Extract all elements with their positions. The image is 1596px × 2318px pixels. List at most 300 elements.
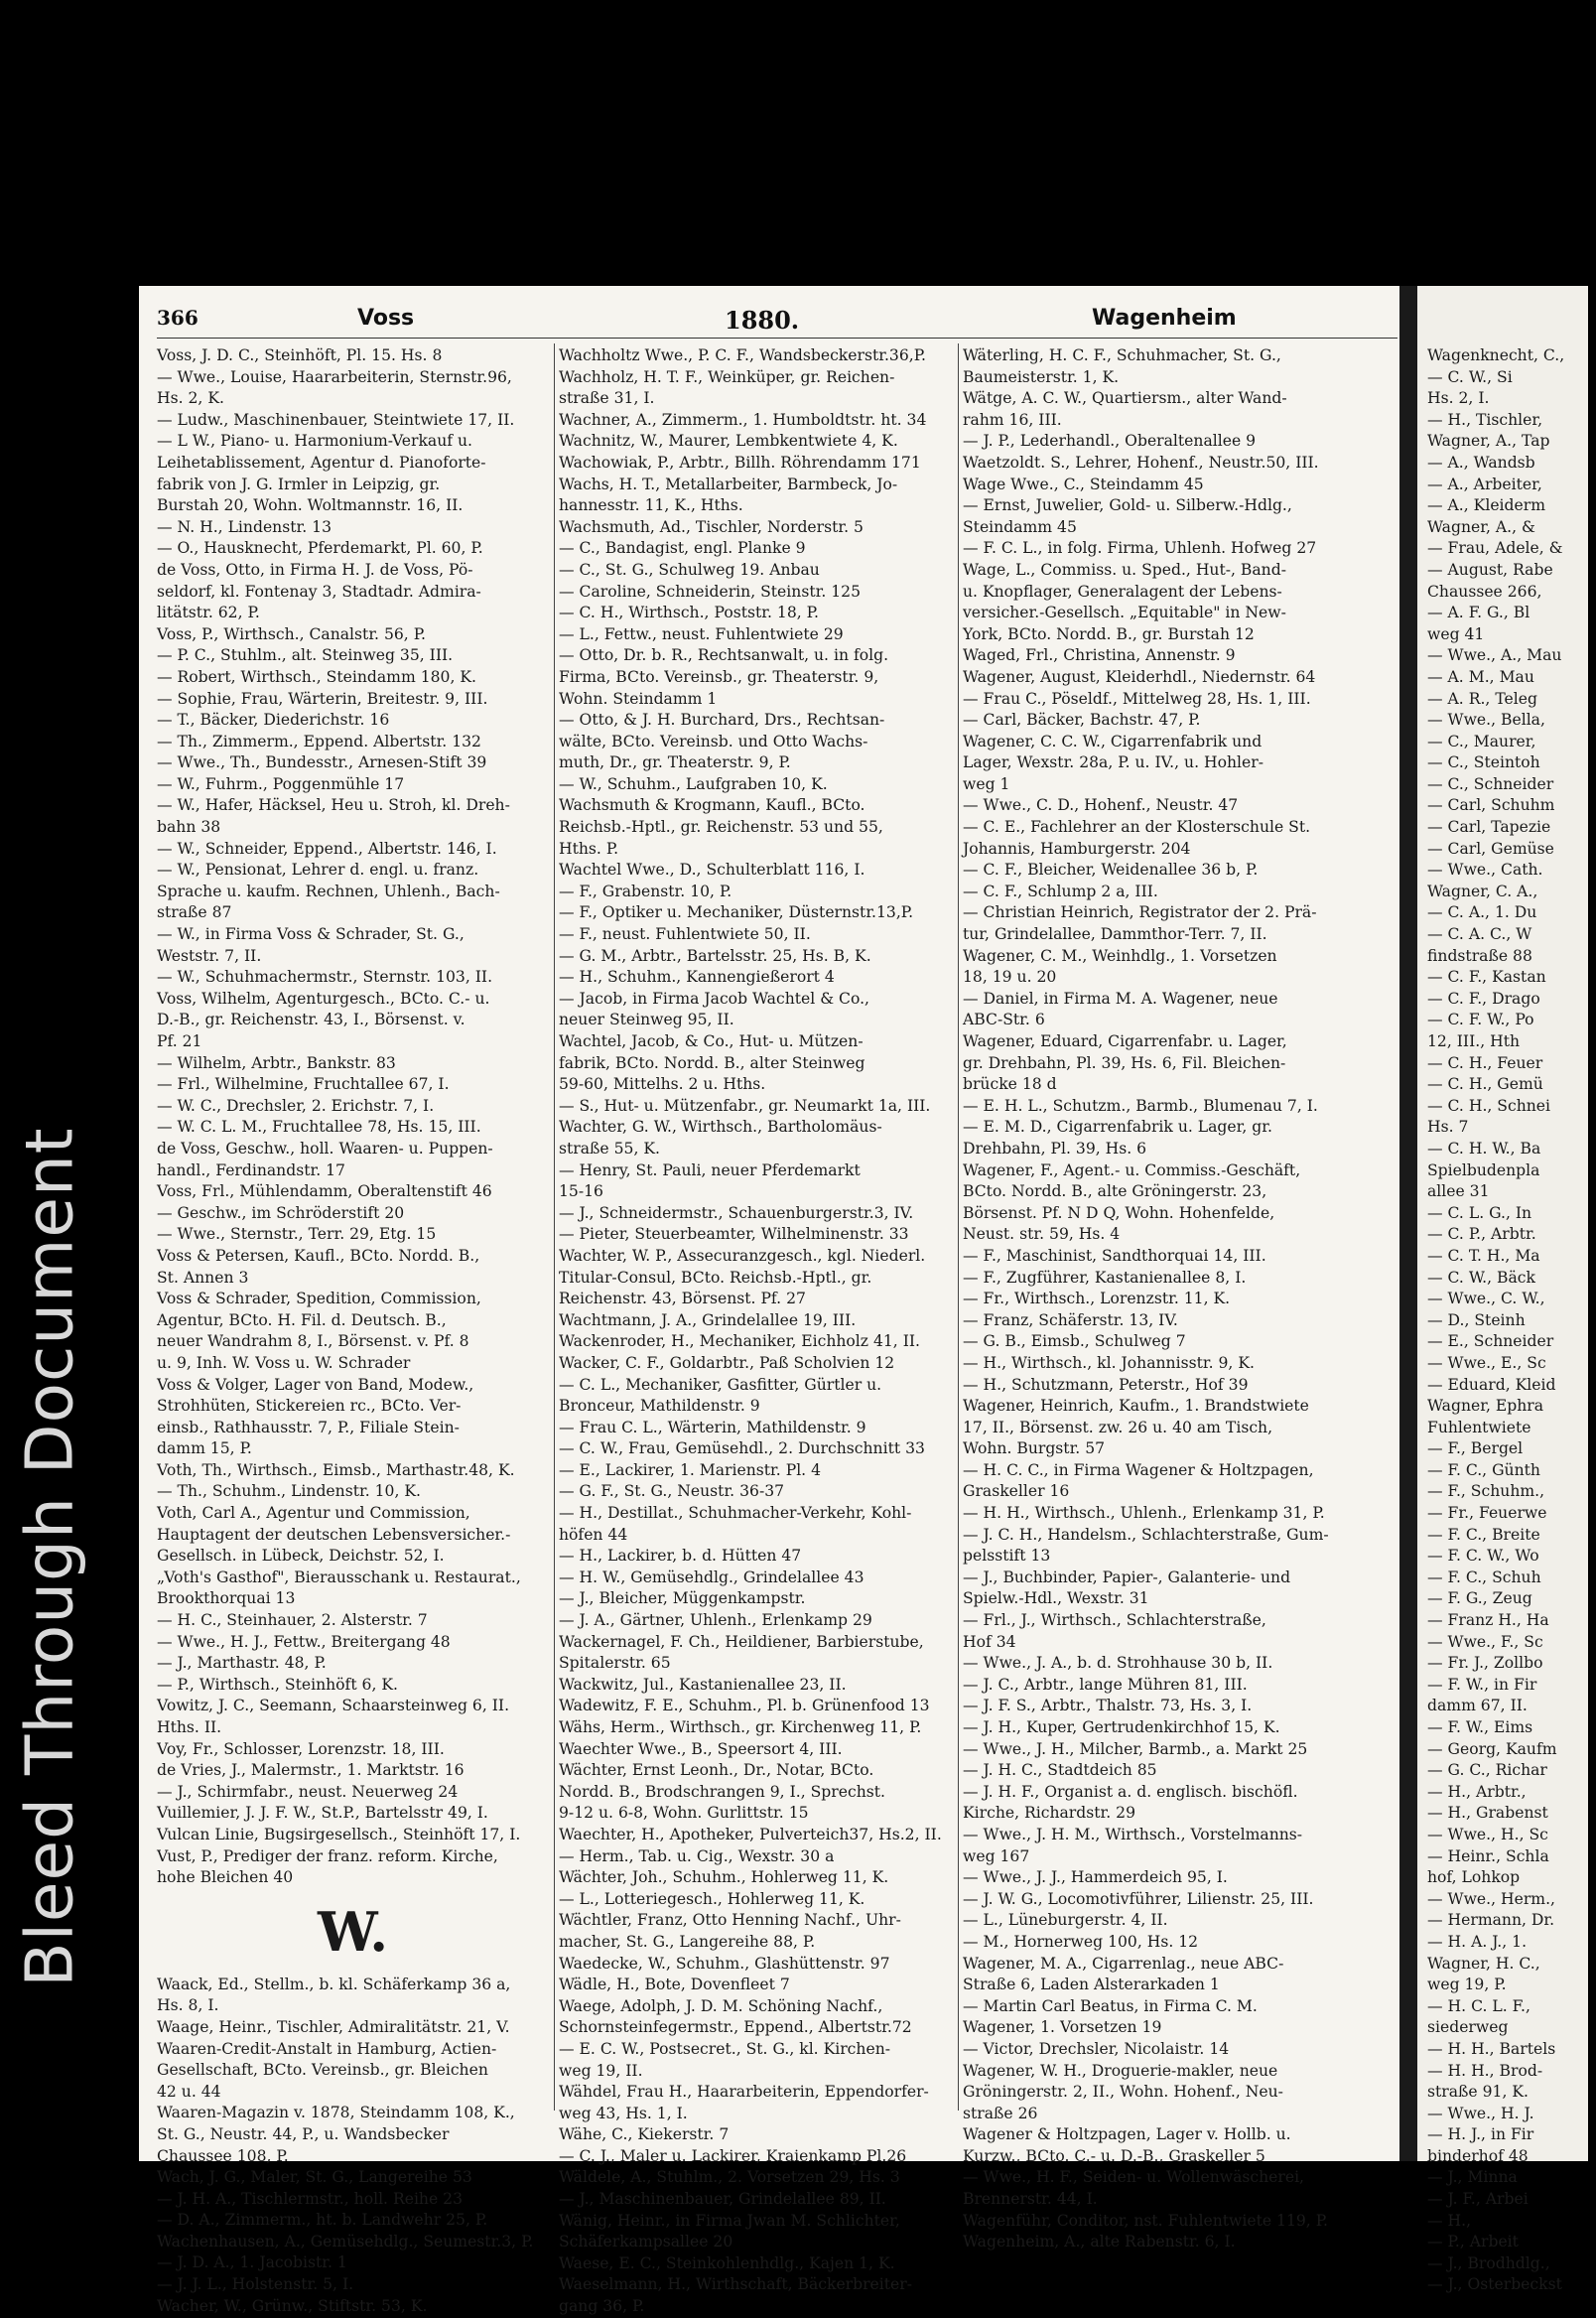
- directory-entry-line: — F., Zugführer, Kastanienallee 8, I.: [963, 1268, 1247, 1287]
- directory-entry-line: — Pieter, Steuerbeamter, Wilhelminenstr. 33: [559, 1225, 909, 1244]
- directory-entry-line: — A. F. G., Bl: [1427, 604, 1530, 622]
- directory-entry-line: de Voss, Otto, in Firma H. J. de Voss, Pö-: [157, 560, 473, 579]
- directory-entry-line: versicher.-Gesellsch. „Equitable" in New-: [963, 604, 1286, 622]
- directory-entry-line: — J., Schneidermstr., Schauenburgerstr.3, IV.: [559, 1203, 914, 1222]
- directory-entry-line: — H., Lackirer, b. d. Hütten 47: [559, 1547, 802, 1566]
- directory-entry-line: weg 167: [963, 1846, 1030, 1865]
- directory-entry-line: — F., Schuhm.,: [1427, 1482, 1545, 1501]
- directory-entry-line: — C. L. G., In: [1427, 1203, 1532, 1222]
- directory-entry-line: Wagenführ, Conditor, nst. Fuhlentwiete 119, P.: [963, 2211, 1329, 2230]
- directory-entry-line: Wachner, A., Zimmerm., 1. Humboldtstr. ht. 34: [559, 410, 927, 429]
- directory-entry-line: Reichenstr. 43, Börsenst. Pf. 27: [559, 1290, 806, 1308]
- directory-entry-line: weg 1: [963, 774, 1010, 793]
- directory-entry-line: — F. C., Schuh: [1427, 1568, 1541, 1586]
- directory-entry-line: Voss & Volger, Lager von Band, Modew.,: [157, 1375, 474, 1394]
- directory-entry-line: Wagenheim, A., alte Rabenstr. 6, I.: [963, 2233, 1236, 2251]
- directory-entry-line: — J. J. L., Holstenstr. 5, I.: [157, 2275, 354, 2294]
- directory-entry-line: — August, Rabe: [1427, 560, 1553, 579]
- book-gutter: [1399, 286, 1417, 2161]
- directory-entry-line: hohe Bleichen 40: [157, 1868, 294, 1887]
- directory-entry-line: — Georg, Kaufm: [1427, 1739, 1557, 1758]
- directory-entry-line: findstraße 88: [1427, 946, 1532, 965]
- directory-entry-line: — Hermann, Dr.: [1427, 1911, 1555, 1930]
- directory-entry-line: — Wwe., A., Mau: [1427, 646, 1562, 665]
- directory-entry-line: — J., Minna: [1427, 2168, 1518, 2187]
- directory-entry-line: — L., Lotteriegesch., Hohlerweg 11, K.: [559, 1889, 865, 1908]
- directory-entry-line: Nordd. B., Brodschrangen 9, I., Sprechst.: [559, 1782, 885, 1801]
- directory-entry-line: 12, III., Hth: [1427, 1032, 1521, 1050]
- directory-entry-line: Brennerstr. 44, I.: [963, 2190, 1098, 2209]
- directory-entry-line: — W., Schuhm., Laufgraben 10, K.: [559, 774, 828, 793]
- directory-entry-line: hannesstr. 11, K., Hths.: [559, 496, 743, 515]
- directory-entry-line: — C., Steintoh: [1427, 753, 1540, 772]
- directory-entry-line: Lager, Wexstr. 28a, P. u. IV., u. Hohler-: [963, 753, 1264, 772]
- directory-entry-line: — Wwe., Bella,: [1427, 711, 1545, 730]
- directory-entry-line: — C. J., Maler u. Lackirer, Kraienkamp Pl.26: [559, 2146, 907, 2165]
- directory-entry-line: — G. M., Arbtr., Bartelsstr. 25, Hs. B, K.: [559, 946, 871, 965]
- directory-entry-line: Wagener, Eduard, Cigarrenfabr. u. Lager,: [963, 1032, 1287, 1050]
- directory-entry-line: rahm 16, III.: [963, 410, 1062, 429]
- directory-entry-line: — F. W., in Fir: [1427, 1675, 1537, 1694]
- directory-entry-line: — Fr., Feuerwe: [1427, 1504, 1547, 1523]
- directory-entry-line: Sprache u. kaufm. Rechnen, Uhlenh., Bach-: [157, 882, 500, 900]
- directory-entry-line: — J., Schirmfabr., neust. Neuerweg 24: [157, 1782, 459, 1801]
- directory-entry-line: — Franz H., Ha: [1427, 1611, 1549, 1630]
- directory-entry-line: straße 91, K.: [1427, 2083, 1529, 2102]
- directory-entry-line: Wach, J. G., Maler, St. G., Langereihe 53: [157, 2168, 472, 2187]
- directory-entry-line: — H.,: [1427, 2211, 1472, 2230]
- directory-entry-line: Hs. 2, K.: [157, 389, 224, 408]
- directory-entry-line: — C. E., Fachlehrer an der Klosterschule St.: [963, 818, 1311, 837]
- directory-entry-line: — W., Schuhmachermstr., Sternstr. 103, II.: [157, 968, 493, 987]
- directory-entry-line: Hths. II.: [157, 1718, 222, 1736]
- directory-entry-line: de Voss, Geschw., holl. Waaren- u. Puppen-: [157, 1139, 493, 1158]
- directory-entry-line: siederweg: [1427, 2018, 1509, 2037]
- directory-entry-line: — Wwe., H. F., Seiden- u. Wollenwäscherei,: [963, 2168, 1305, 2187]
- directory-entry-line: Firma, BCto. Vereinsb., gr. Theaterstr. 9,: [559, 667, 879, 686]
- directory-entry-line: — E. H. L., Schutzm., Barmb., Blumenau 7, I.: [963, 1096, 1318, 1115]
- directory-entry-line: Wähs, Herm., Wirthsch., gr. Kirchenweg 11, P.: [559, 1718, 922, 1736]
- directory-entry-line: — Daniel, in Firma M. A. Wagener, neue: [963, 989, 1278, 1008]
- directory-entry-line: Wohn. Steindamm 1: [559, 689, 718, 708]
- directory-entry-line: — Sophie, Frau, Wärterin, Breitestr. 9, III.: [157, 689, 488, 708]
- directory-entry-line: straße 55, K.: [559, 1139, 660, 1158]
- directory-entry-line: tur, Grindelallee, Dammthor-Terr. 7, II.: [963, 925, 1267, 944]
- directory-entry-line: — J. P., Lederhandl., Oberaltenallee 9: [963, 432, 1257, 451]
- directory-entry-line: — F. G., Zeug: [1427, 1589, 1532, 1608]
- directory-entry-line: — C., Bandagist, engl. Planke 9: [559, 539, 806, 558]
- directory-entry-line: Vuillemier, J. J. F. W., St.P., Bartelsstr 49, I.: [157, 1804, 488, 1823]
- directory-entry-line: Waedecke, W., Schuhm., Glashüttenstr. 97: [559, 1954, 890, 1973]
- directory-entry-line: — Otto, & J. H. Burchard, Drs., Rechtsan-: [559, 711, 885, 730]
- directory-entry-line: — G. F., St. G., Neustr. 36-37: [559, 1482, 785, 1501]
- directory-entry-line: — W., Pensionat, Lehrer d. engl. u. franz.: [157, 861, 479, 880]
- directory-entry-line: — F., neust. Fuhlentwiete 50, II.: [559, 925, 811, 944]
- directory-entry-line: muth, Dr., gr. Theaterstr. 9, P.: [559, 753, 791, 772]
- directory-entry-line: — Wwe., F., Sc: [1427, 1632, 1543, 1651]
- directory-entry-line: — F. C. W., Wo: [1427, 1547, 1539, 1566]
- directory-entry-line: — H., Schuhm., Kannengießerort 4: [559, 968, 835, 987]
- directory-entry-line: — Wilhelm, Arbtr., Bankstr. 83: [157, 1053, 396, 1072]
- directory-entry-line: — Ernst, Juwelier, Gold- u. Silberw.-Hdlg.,: [963, 496, 1292, 515]
- directory-entry-line: — Wwe., Th., Bundesstr., Arnesen-Stift 39: [157, 753, 487, 772]
- directory-entry-line: — J. H. F., Organist a. d. englisch. bischöfl.: [963, 1782, 1298, 1801]
- directory-entry-line: — C., Maurer,: [1427, 732, 1536, 750]
- directory-entry-line: Wage Wwe., C., Steindamm 45: [963, 475, 1204, 493]
- directory-entry-line: — J., Marthastr. 48, P.: [157, 1654, 327, 1673]
- directory-entry-line: Spielw.-Hdl., Wexstr. 31: [963, 1589, 1149, 1608]
- directory-entry-line: — J. C. H., Handelsm., Schlachterstraße, Gum-: [963, 1525, 1329, 1544]
- directory-entry-line: Leihetablissement, Agentur d. Pianoforte-: [157, 453, 486, 472]
- directory-entry-line: Pf. 21: [157, 1032, 202, 1050]
- directory-entry-line: weg 19, II.: [559, 2061, 643, 2080]
- directory-entry-line: — J., Bleicher, Müggenkampstr.: [559, 1589, 806, 1608]
- directory-entry-line: Wäldele, A., Stuhlm., 2. Vorsetzen 29, Hs. 3: [559, 2168, 900, 2187]
- directory-entry-line: Wagener, 1. Vorsetzen 19: [963, 2018, 1162, 2037]
- directory-entry-line: — Frl., J., Wirthsch., Schlachterstraße,: [963, 1611, 1266, 1630]
- directory-entry-line: Hof 34: [963, 1632, 1016, 1651]
- directory-entry-line: Wagner, A., Tap: [1427, 432, 1550, 451]
- directory-entry-line: Wachholz, H. T. F., Weinküper, gr. Reichen-: [559, 367, 895, 386]
- directory-entry-line: — W., in Firma Voss & Schrader, St. G.,: [157, 925, 465, 944]
- directory-entry-line: — J. H. A., Tischlermstr., holl. Reihe 23: [157, 2189, 463, 2208]
- entry-column-2: [559, 345, 951, 2318]
- directory-entry-line: — F. C., Breite: [1427, 1525, 1540, 1544]
- directory-entry-line: Waetzoldt. S., Lehrer, Hohenf., Neustr.50, III.: [963, 453, 1319, 472]
- directory-entry-line: — Heinr., Schla: [1427, 1846, 1549, 1865]
- directory-entry-line: — J. C., Arbtr., lange Mühren 81, III.: [963, 1675, 1248, 1694]
- directory-entry-line: — Carl, Schuhm: [1427, 796, 1555, 815]
- directory-entry-line: bahn 38: [157, 818, 221, 837]
- header-right-name: Wagenheim: [1092, 306, 1237, 331]
- directory-entry-line: Wagener, M. A., Cigarrenlag., neue ABC-: [963, 1954, 1284, 1973]
- directory-entry-line: — Wwe., C. D., Hohenf., Neustr. 47: [963, 796, 1239, 815]
- directory-entry-line: Wäterling, H. C. F., Schuhmacher, St. G.,: [963, 346, 1281, 364]
- directory-entry-line: Wähdel, Frau H., Haararbeiterin, Eppendorfer-: [559, 2083, 929, 2102]
- directory-entry-line: Chaussee 108, P.: [157, 2146, 289, 2165]
- directory-entry-line: Wagner, H. C.,: [1427, 1954, 1540, 1973]
- directory-entry-line: — Wwe., H. J., Fettw., Breitergang 48: [157, 1632, 451, 1651]
- directory-entry-line: — M., Hornerweg 100, Hs. 12: [963, 1932, 1199, 1951]
- directory-page: [139, 286, 1399, 2316]
- directory-entry-line: Straße 6, Laden Alsterarkaden 1: [963, 1976, 1220, 1994]
- directory-entry-line: Wagener & Holtzpagen, Lager v. Hollb. u.: [963, 2125, 1291, 2144]
- directory-entry-line: — Otto, Dr. b. R., Rechtsanwalt, u. in folg.: [559, 646, 889, 665]
- directory-entry-line: — J., Maschinenbauer, Grindelallee 89, II.: [559, 2190, 886, 2209]
- directory-entry-line: — S., Hut- u. Mützenfabr., gr. Neumarkt 1a, III.: [559, 1096, 931, 1115]
- directory-entry-line: — Frl., Wilhelmine, Fruchtallee 67, I.: [157, 1075, 450, 1094]
- directory-entry-line: — J. F., Arbei: [1427, 2190, 1529, 2209]
- directory-entry-line: — A., Kleiderm: [1427, 496, 1545, 515]
- directory-entry-line: — Wwe., J. H., Milcher, Barmb., a. Markt 25: [963, 1739, 1308, 1758]
- directory-entry-line: neuer Steinweg 95, II.: [559, 1011, 734, 1029]
- directory-entry-line: Voss, Frl., Mühlendamm, Oberaltenstift 46: [157, 1182, 492, 1201]
- directory-entry-line: Waage, Heinr., Tischler, Admiralitätstr. 21, V.: [157, 2017, 510, 2036]
- directory-entry-line: — C. L., Mechaniker, Gasfitter, Gürtler u.: [559, 1375, 882, 1394]
- directory-entry-line: — A., Wandsb: [1427, 453, 1535, 472]
- directory-entry-line: Wagenknecht, C.,: [1427, 346, 1565, 364]
- directory-entry-line: — Frau, Adele, &: [1427, 539, 1563, 558]
- directory-entry-line: — C. A., 1. Du: [1427, 903, 1537, 922]
- directory-entry-line: — Fr., Wirthsch., Lorenzstr. 11, K.: [963, 1290, 1231, 1308]
- directory-entry-line: — W., Hafer, Häcksel, Heu u. Stroh, kl. Dreh-: [157, 796, 510, 815]
- directory-entry-line: Gesellschaft, BCto. Vereinsb., gr. Bleichen: [157, 2061, 488, 2080]
- directory-entry-line: neuer Wandrahm 8, I., Börsenst. v. Pf. 8: [157, 1332, 469, 1351]
- directory-entry-line: Kirche, Richardstr. 29: [963, 1804, 1136, 1823]
- header-year: 1880.: [725, 306, 800, 335]
- directory-entry-line: — C., St. G., Schulweg 19. Anbau: [559, 560, 820, 579]
- directory-entry-line: macher, St. G., Langereihe 88, P.: [559, 1932, 816, 1951]
- directory-entry-line: Wädle, H., Bote, Dovenfleet 7: [559, 1976, 790, 1994]
- directory-entry-line: — F., Optiker u. Mechaniker, Düsternstr.13,P.: [559, 903, 914, 922]
- directory-entry-line: Wohn. Burgstr. 57: [963, 1439, 1106, 1458]
- directory-entry-line: — L., Lüneburgerstr. 4, II.: [963, 1911, 1168, 1930]
- directory-entry-line: — Caroline, Schneiderin, Steinstr. 125: [559, 582, 862, 601]
- next-page-edge: [1417, 286, 1588, 2294]
- directory-entry-line: — A. R., Teleg: [1427, 689, 1537, 708]
- directory-entry-line: — Victor, Drechsler, Nicolaistr. 14: [963, 2039, 1230, 2058]
- directory-entry-line: — F. C. L., in folg. Firma, Uhlenh. Hofweg 27: [963, 539, 1317, 558]
- directory-entry-line: Wage, L., Commiss. u. Sped., Hut-, Band-: [963, 560, 1286, 579]
- directory-entry-line: — F., Bergel: [1427, 1439, 1524, 1458]
- directory-entry-line: — G. B., Eimsb., Schulweg 7: [963, 1332, 1186, 1351]
- directory-entry-line: — Christian Heinrich, Registrator der 2. Prä-: [963, 903, 1317, 922]
- directory-entry-line: Wätge, A. C. W., Quartiersm., alter Wand-: [963, 389, 1287, 408]
- directory-entry-line: — H. J., in Fir: [1427, 2125, 1534, 2144]
- directory-entry-line: Wagener, W. H., Droguerie-makler, neue: [963, 2061, 1278, 2080]
- directory-entry-line: — H. A. J., 1.: [1427, 1932, 1528, 1951]
- directory-entry-line: — W., Schneider, Eppend., Albertstr. 146, I.: [157, 839, 497, 858]
- directory-entry-line: Wagener, Heinrich, Kaufm., 1. Brandstwiete: [963, 1397, 1309, 1416]
- directory-entry-line: Hs. 7: [1427, 1118, 1469, 1137]
- directory-entry-line: Schäferkampsallee 20: [559, 2233, 733, 2251]
- directory-entry-line: Wächter, Joh., Schuhm., Hohlerweg 11, K.: [559, 1868, 889, 1887]
- directory-entry-line: Waack, Ed., Stellm., b. kl. Schäferkamp 36 a,: [157, 1975, 511, 1993]
- directory-entry-line: u. Knopflager, Generalagent der Lebens-: [963, 582, 1282, 601]
- directory-entry-line: Vowitz, J. C., Seemann, Schaarsteinweg 6, II.: [157, 1697, 510, 1715]
- directory-entry-line: — P. C., Stuhlm., alt. Steinweg 35, III.: [157, 646, 454, 665]
- directory-entry-line: Wänig, Heinr., in Firma Jwan M. Schlichter,: [559, 2211, 900, 2230]
- entry-column-4: [1427, 345, 1596, 2296]
- directory-entry-line: Wachowiak, P., Arbtr., Billh. Röhrendamm 171: [559, 453, 921, 472]
- section-letter: W.: [317, 1899, 389, 1964]
- directory-entry-line: Wagener, C. M., Weinhdlg., 1. Vorsetzen: [963, 946, 1277, 965]
- directory-entry-line: 59-60, Mittelhs. 2 u. Hths.: [559, 1075, 766, 1094]
- directory-entry-line: — C. A. C., W: [1427, 925, 1532, 944]
- directory-entry-line: binderhof 48: [1427, 2146, 1529, 2165]
- directory-entry-line: fabrik von J. G. Irmler in Leipzig, gr.: [157, 475, 441, 493]
- directory-entry-line: Hs. 8, I.: [157, 1996, 219, 2015]
- directory-entry-line: Wächter, Ernst Leonh., Dr., Notar, BCto.: [559, 1761, 874, 1780]
- directory-entry-line: — T., Bäcker, Diederichstr. 16: [157, 711, 390, 730]
- directory-entry-line: — H. H., Brod-: [1427, 2061, 1543, 2080]
- directory-entry-line: — Wwe., Cath.: [1427, 861, 1543, 880]
- directory-entry-line: Schornsteinfegermstr., Eppend., Albertstr.72: [559, 2018, 912, 2037]
- directory-entry-line: 18, 19 u. 20: [963, 968, 1057, 987]
- directory-entry-line: — Wwe., Louise, Haararbeiterin, Sternstr.96,: [157, 367, 512, 386]
- directory-entry-line: Wackernagel, F. Ch., Heildiener, Barbierstube,: [559, 1632, 924, 1651]
- directory-entry-line: — H. H., Bartels: [1427, 2039, 1556, 2058]
- directory-entry-line: Agentur, BCto. H. Fil. d. Deutsch. B.,: [157, 1310, 447, 1329]
- directory-entry-line: u. 9, Inh. W. Voss u. W. Schrader: [157, 1353, 411, 1372]
- directory-entry-line: seldorf, kl. Fontenay 3, Stadtadr. Admira-: [157, 582, 481, 601]
- directory-entry-line: handl., Ferdinandstr. 17: [157, 1160, 345, 1179]
- directory-entry-line: BCto. Nordd. B., alte Gröningerstr. 23,: [963, 1182, 1267, 1201]
- directory-entry-line: — Wwe., J. A., b. d. Strohhause 30 b, II.: [963, 1654, 1273, 1673]
- directory-entry-line: — Jacob, in Firma Jacob Wachtel & Co.,: [559, 989, 869, 1008]
- directory-entry-line: Wachtel, Jacob, & Co., Hut- u. Mützen-: [559, 1032, 864, 1050]
- directory-entry-line: Waese, E. C., Steinkohlenhdlg., Kajen 1, K.: [559, 2253, 895, 2272]
- directory-entry-line: gang 36, P.: [559, 2297, 645, 2316]
- directory-entry-line: Johannis, Hamburgerstr. 204: [963, 839, 1191, 858]
- directory-entry-line: Wagner, C. A.,: [1427, 882, 1538, 900]
- directory-entry-line: — Ludw., Maschinenbauer, Steintwiete 17, II.: [157, 410, 515, 429]
- directory-entry-line: — C. H., Schnei: [1427, 1096, 1551, 1115]
- directory-entry-line: Waged, Frl., Christina, Annenstr. 9: [963, 646, 1236, 665]
- directory-entry-line: Spitalerstr. 65: [559, 1654, 671, 1673]
- entry-column-1: [157, 345, 549, 2317]
- directory-entry-line: — H., Wirthsch., kl. Johannisstr. 9, K.: [963, 1353, 1255, 1372]
- directory-entry-line: allee 31: [1427, 1182, 1490, 1201]
- directory-entry-line: — C. H., Feuer: [1427, 1053, 1543, 1072]
- directory-entry-line: Voss, J. D. C., Steinhöft, Pl. 15. Hs. 8: [157, 346, 443, 364]
- directory-entry-line: — D. A., Zimmerm., ht. b. Landwehr 25, P.: [157, 2211, 488, 2230]
- directory-entry-line: — C. H., Gemü: [1427, 1075, 1543, 1094]
- directory-entry-line: wälte, BCto. Vereinsb. und Otto Wachs-: [559, 732, 868, 750]
- directory-entry-line: Waaren-Credit-Anstalt in Hamburg, Actien-: [157, 2039, 497, 2058]
- directory-entry-line: Wachnitz, W., Maurer, Lembkentwiete 4, K.: [559, 432, 898, 451]
- directory-entry-line: — C. F., Bleicher, Weidenallee 36 b, P.: [963, 861, 1259, 880]
- directory-entry-line: — F. C., Günth: [1427, 1460, 1540, 1479]
- directory-entry-line: Reichsb.-Hptl., gr. Reichenstr. 53 und 55,: [559, 818, 883, 837]
- directory-entry-line: gr. Drehbahn, Pl. 39, Hs. 6, Fil. Bleichen-: [963, 1053, 1286, 1072]
- directory-entry-line: Waechter Wwe., B., Speersort 4, III.: [559, 1739, 843, 1758]
- bleed-through-side-label: [0, 1003, 88, 2095]
- directory-entry-line: Gesellsch. in Lübeck, Deichstr. 52, I.: [157, 1547, 445, 1566]
- directory-entry-line: Weststr. 7, II.: [157, 946, 262, 965]
- directory-entry-line: — Th., Zimmerm., Eppend. Albertstr. 132: [157, 732, 481, 750]
- directory-entry-line: — C. F., Schlump 2 a, III.: [963, 882, 1158, 900]
- directory-entry-line: — Franz, Schäferstr. 13, IV.: [963, 1310, 1178, 1329]
- directory-entry-line: Drehbahn, Pl. 39, Hs. 6: [963, 1139, 1147, 1158]
- directory-entry-line: — C. W., Frau, Gemüsehdl., 2. Durchschnitt 33: [559, 1439, 925, 1458]
- directory-entry-line: — G. C., Richar: [1427, 1761, 1547, 1780]
- directory-entry-line: Wadewitz, F. E., Schuhm., Pl. b. Grünenfood 13: [559, 1697, 930, 1715]
- directory-entry-line: Graskeller 16: [963, 1482, 1070, 1501]
- directory-entry-line: — O., Hausknecht, Pferdemarkt, Pl. 60, P.: [157, 539, 483, 558]
- directory-entry-line: Baumeisterstr. 1, K.: [963, 367, 1120, 386]
- directory-entry-line: — P., Arbeit: [1427, 2233, 1519, 2251]
- directory-entry-line: — C. H., Wirthsch., Poststr. 18, P.: [559, 604, 819, 622]
- directory-entry-line: — E., Lackirer, 1. Marienstr. Pl. 4: [559, 1460, 822, 1479]
- directory-entry-line: Voth, Carl A., Agentur und Commission,: [157, 1504, 470, 1523]
- directory-entry-line: — H., Tischler,: [1427, 410, 1543, 429]
- directory-entry-line: — Frau C. L., Wärterin, Mathildenstr. 9: [559, 1418, 866, 1436]
- directory-entry-line: weg 41: [1427, 624, 1485, 643]
- directory-entry-line: Wachtmann, J. A., Grindelallee 19, III.: [559, 1310, 857, 1329]
- directory-entry-line: D.-B., gr. Reichenstr. 43, I., Börsenst. v.: [157, 1011, 466, 1029]
- header-rule: [157, 338, 1397, 339]
- directory-entry-line: — Carl, Gemüse: [1427, 839, 1554, 858]
- directory-entry-line: hof, Lohkop: [1427, 1868, 1521, 1887]
- directory-entry-line: „Voth's Gasthof", Bierausschank u. Restaurat.,: [157, 1568, 521, 1586]
- directory-entry-line: — E. C. W., Postsecret., St. G., kl. Kirchen-: [559, 2039, 890, 2058]
- directory-entry-line: Titular-Consul, BCto. Reichsb.-Hptl., gr.: [559, 1268, 872, 1287]
- directory-entry-line: — Fr. J., Zollbo: [1427, 1654, 1543, 1673]
- directory-entry-line: — E. M. D., Cigarrenfabrik u. Lager, gr.: [963, 1118, 1272, 1137]
- directory-entry-line: Wächtler, Franz, Otto Henning Nachf., Uhr-: [559, 1911, 901, 1930]
- column-divider: [554, 343, 555, 2111]
- directory-entry-line: — Wwe., Herm.,: [1427, 1889, 1556, 1908]
- directory-entry-line: fabrik, BCto. Nordd. B., alter Steinweg: [559, 1053, 865, 1072]
- directory-entry-line: — F., Grabenstr. 10, P.: [559, 882, 732, 900]
- directory-entry-line: — J. A., Gärtner, Uhlenh., Erlenkamp 29: [559, 1611, 872, 1630]
- directory-entry-line: — J. D. A., 1. Jacobistr. 1: [157, 2253, 347, 2272]
- directory-entry-line: Strohhüten, Stickereien rc., BCto. Ver-: [157, 1397, 462, 1416]
- directory-entry-line: St. G., Neustr. 44, P., u. Wandsbecker: [157, 2124, 450, 2143]
- directory-entry-line: Voss & Petersen, Kaufl., BCto. Nordd. B.,: [157, 1246, 480, 1265]
- directory-entry-line: Wagner, A., &: [1427, 517, 1535, 536]
- directory-entry-line: Waege, Adolph, J. D. M. Schöning Nachf.,: [559, 1996, 883, 2015]
- directory-entry-line: 42 u. 44: [157, 2082, 221, 2101]
- directory-entry-line: — A., Arbeiter,: [1427, 475, 1542, 493]
- directory-entry-line: — H., Arbtr.,: [1427, 1782, 1527, 1801]
- directory-entry-line: — A. M., Mau: [1427, 667, 1534, 686]
- directory-entry-line: damm 15, P.: [157, 1439, 252, 1458]
- directory-entry-line: Waaren-Magazin v. 1878, Steindamm 108, K.,: [157, 2104, 515, 2122]
- directory-entry-line: Kurzw., BCto. C.- u. D.-B., Graskeller 5: [963, 2146, 1265, 2165]
- directory-entry-line: — W. C. L. M., Fruchtallee 78, Hs. 15, III.: [157, 1118, 481, 1137]
- entry-column-3: [963, 345, 1355, 2253]
- directory-entry-line: Wagener, F., Agent.- u. Commiss.-Geschäft,: [963, 1160, 1301, 1179]
- directory-entry-line: Chaussee 266,: [1427, 582, 1542, 601]
- directory-entry-line: York, BCto. Nordd. B., gr. Burstah 12: [963, 624, 1255, 643]
- directory-entry-line: Brookthorquai 13: [157, 1589, 296, 1608]
- page-number: 366: [157, 306, 199, 330]
- directory-entry-line: — H. C. C., in Firma Wagener & Holtzpagen,: [963, 1460, 1314, 1479]
- directory-entry-line: Wagener, August, Kleiderhdl., Niedernstr. 64: [963, 667, 1316, 686]
- directory-entry-line: — H. W., Gemüsehdlg., Grindelallee 43: [559, 1568, 864, 1586]
- directory-entry-line: St. Annen 3: [157, 1268, 249, 1287]
- directory-entry-line: Voss, Wilhelm, Agenturgesch., BCto. C.- u.: [157, 989, 490, 1008]
- directory-entry-line: — Wwe., H. J.: [1427, 2104, 1534, 2122]
- directory-entry-line: — H. H., Wirthsch., Uhlenh., Erlenkamp 31, P.: [963, 1504, 1325, 1523]
- directory-entry-line: Vulcan Linie, Bugsirgesellsch., Steinhöft 17, I.: [157, 1825, 521, 1843]
- directory-entry-line: — J. H. C., Stadtdeich 85: [963, 1761, 1157, 1780]
- directory-entry-line: — P., Wirthsch., Steinhöft 6, K.: [157, 1675, 398, 1694]
- directory-entry-line: höfen 44: [559, 1525, 628, 1544]
- directory-entry-line: — H., Grabenst: [1427, 1804, 1548, 1823]
- directory-entry-line: — C. P., Arbtr.: [1427, 1225, 1536, 1244]
- directory-entry-line: — C. F., Kastan: [1427, 968, 1546, 987]
- directory-entry-line: — Frau C., Pöseldf., Mittelweg 28, Hs. 1, III.: [963, 689, 1311, 708]
- directory-entry-line: — C. T. H., Ma: [1427, 1246, 1540, 1265]
- directory-entry-line: Hs. 2, I.: [1427, 389, 1490, 408]
- directory-entry-line: straße 87: [157, 903, 232, 922]
- directory-entry-line: Wagner, Ephra: [1427, 1397, 1544, 1416]
- directory-entry-line: 9-12 u. 6-8, Wohn. Gurlittstr. 15: [559, 1804, 809, 1823]
- directory-entry-line: Wachholtz Wwe., P. C. F., Wandsbeckerstr.36,P.: [559, 346, 926, 364]
- directory-entry-line: — Wwe., C. W.,: [1427, 1290, 1545, 1308]
- directory-entry-line: 17, II., Börsenst. zw. 26 u. 40 am Tisch,: [963, 1418, 1273, 1436]
- column-divider: [958, 343, 959, 2111]
- directory-entry-line: — Martin Carl Beatus, in Firma C. M.: [963, 1996, 1258, 2015]
- directory-entry-line: Neust. str. 59, Hs. 4: [963, 1225, 1121, 1244]
- directory-entry-line: — W. C., Drechsler, 2. Erichstr. 7, I.: [157, 1096, 435, 1115]
- directory-entry-line: — Wwe., Sternstr., Terr. 29, Etg. 15: [157, 1225, 437, 1244]
- directory-entry-line: pelsstift 13: [963, 1547, 1051, 1566]
- directory-entry-line: — Carl, Tapezie: [1427, 818, 1551, 837]
